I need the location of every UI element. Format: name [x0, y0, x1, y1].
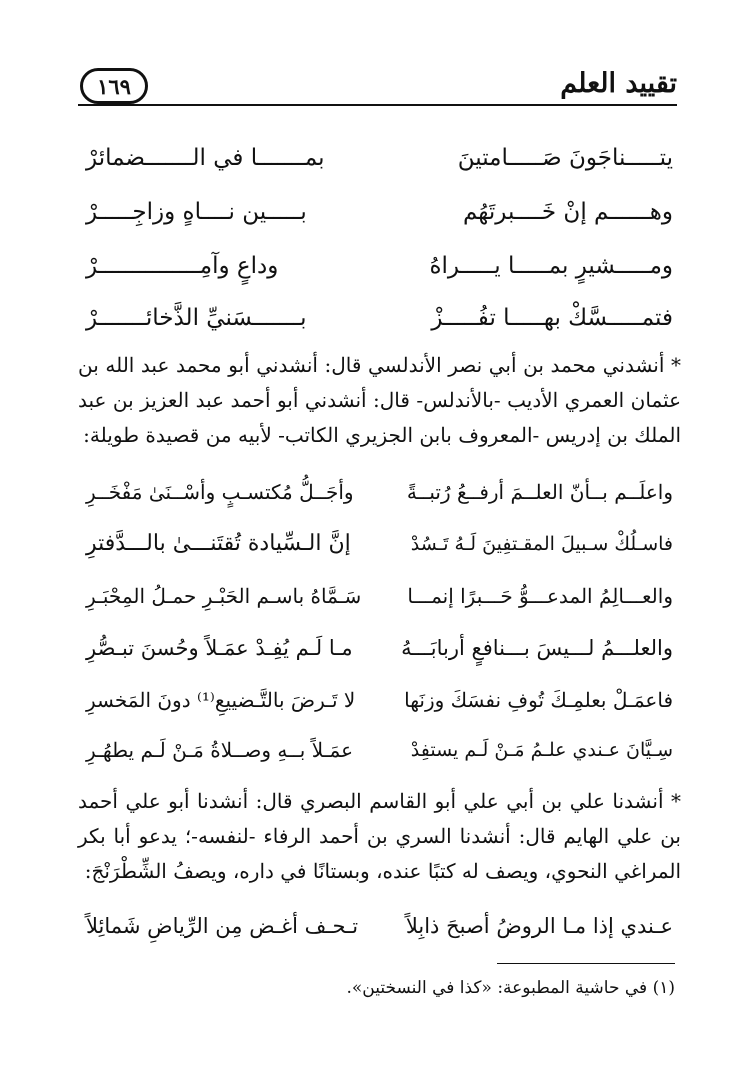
- narration-text: * أنشدني محمد بن أبي نصر الأندلسي قال: أنشدني أبو محمد عبد الله بن عثمان العمري الأديب -بالأندلس- قال: أنشدني أبو أحمد عبد العزيز بن عبد الملك بن إدريس -المعروف بابن الجزيري الكاتب- لأبيه من قصيدة طويلة:: [78, 353, 681, 447]
- verse-second-hemistich: بمـــــــا في الـــــــضمائرْ: [86, 145, 325, 171]
- verse-first-hemistich: ومـــــشيرٍ بمـــــا يـــــراهُ: [429, 253, 673, 279]
- header-divider: [78, 104, 677, 106]
- verse-line: [86, 628, 673, 668]
- verse-line: [86, 472, 673, 512]
- narration-paragraph: [78, 348, 681, 453]
- footnote: (١) في حاشية المطبوعة: «كذا في النسختين».: [346, 978, 675, 998]
- verse-first-hemistich: عـندي إذا مـا الروضُ أصبحَ ذابِلاً: [405, 914, 673, 938]
- verse-line: [86, 680, 673, 720]
- verse-second-hemistich: بـــــين نــــاهٍ وزاجِـــــرْ: [86, 199, 307, 225]
- page-number-badge: ١٦٩: [80, 68, 148, 104]
- verse-line: [86, 192, 673, 232]
- verse-second-hemistich: تـحـف أغـض مِن الرِّياضِ شَمائِلاً: [86, 914, 359, 938]
- verse-first-hemistich: والعلـــمُ لـــيسَ بـــنافعٍ أربابَـــهُ: [401, 636, 673, 660]
- verse-first-hemistich: والعـــالِمُ المدعـــوُّ حَـــبرًا إنمـــا: [407, 584, 673, 608]
- verse-first-hemistich: سِـيَّانَ عـندي علـمُ مَـنْ لَـم يستفِدْ: [410, 739, 673, 761]
- verse-line: [86, 524, 673, 564]
- footnote-divider: [497, 963, 675, 964]
- verse-second-hemistich: وأجَــلُّ مُكتسـبٍ وأسْــنَىٰ مَفْخَــرِ: [86, 480, 354, 504]
- verse-second-hemistich: بـــــــسَنيِّ الذَّخائـــــــرْ: [86, 305, 307, 331]
- verse-second-hemistich: وداعٍ وآمِـــــــــــــــرْ: [86, 253, 279, 279]
- running-title: تقييد العلم: [560, 68, 677, 99]
- verse-line: [86, 298, 673, 338]
- verse-second-hemistich: لا تَـرضَ بالتَّـضييعِ⁽¹⁾ دونَ المَخسرِ: [86, 688, 356, 712]
- verse-second-hemistich: سَـمَّاهُ باسـم الحَبْـرِ حمـلُ المِحْبَـرِ: [86, 584, 362, 608]
- verse-line: [86, 906, 673, 946]
- verse-line: [86, 576, 673, 616]
- verse-first-hemistich: وهــــــم إنْ خَــــبرتَهُم: [463, 199, 673, 225]
- page-header: [78, 62, 677, 106]
- verse-line: [86, 246, 673, 286]
- narration-text: * أنشدنا علي بن أبي علي أبو القاسم البصري قال: أنشدنا أبو علي أحمد بن علي الهايم قال: أنشدنا السري بن أحمد الرفاء -لنفسه-؛ يدعو أبا بكر المراغي النحوي، ويصف له كتبًا عنده، وبستانًا في داره، ويصفُ الشِّطْرَنْجَ:: [78, 789, 681, 883]
- verse-second-hemistich: عمَـلاً بــهِ وصــلاةُ مَـنْ لَـم يطهُـرِ: [86, 738, 354, 762]
- verse-second-hemistich: مـا لَـم يُفِـدْ عمَـلاً وحُسنَ تبـصُّرِ: [86, 636, 353, 660]
- verse-line: [86, 138, 673, 178]
- verse-first-hemistich: فاعمَـلْ بعلمِـكَ تُوفِ نفسَكَ وزنَها: [404, 688, 673, 712]
- verse-second-hemistich: إنَّ الـسِّيادة تُقتَنـــىٰ بالـــدَّفترِ: [86, 531, 351, 556]
- verse-first-hemistich: فاسـلُكْ سـبيلَ المقـتفِينَ لَـهُ تَـسُدْ: [410, 533, 673, 555]
- verse-first-hemistich: فتمـــــسَّكْ بهـــــا تفُـــــزْ: [431, 305, 673, 331]
- narration-paragraph: [78, 784, 681, 889]
- verse-first-hemistich: واعلَــم بــأنّ العلــمَ أرفــعُ رُتبــةً: [406, 480, 673, 504]
- verse-line: [86, 730, 673, 770]
- verse-first-hemistich: يتـــــناجَونَ صَـــــامتينَ: [457, 145, 673, 171]
